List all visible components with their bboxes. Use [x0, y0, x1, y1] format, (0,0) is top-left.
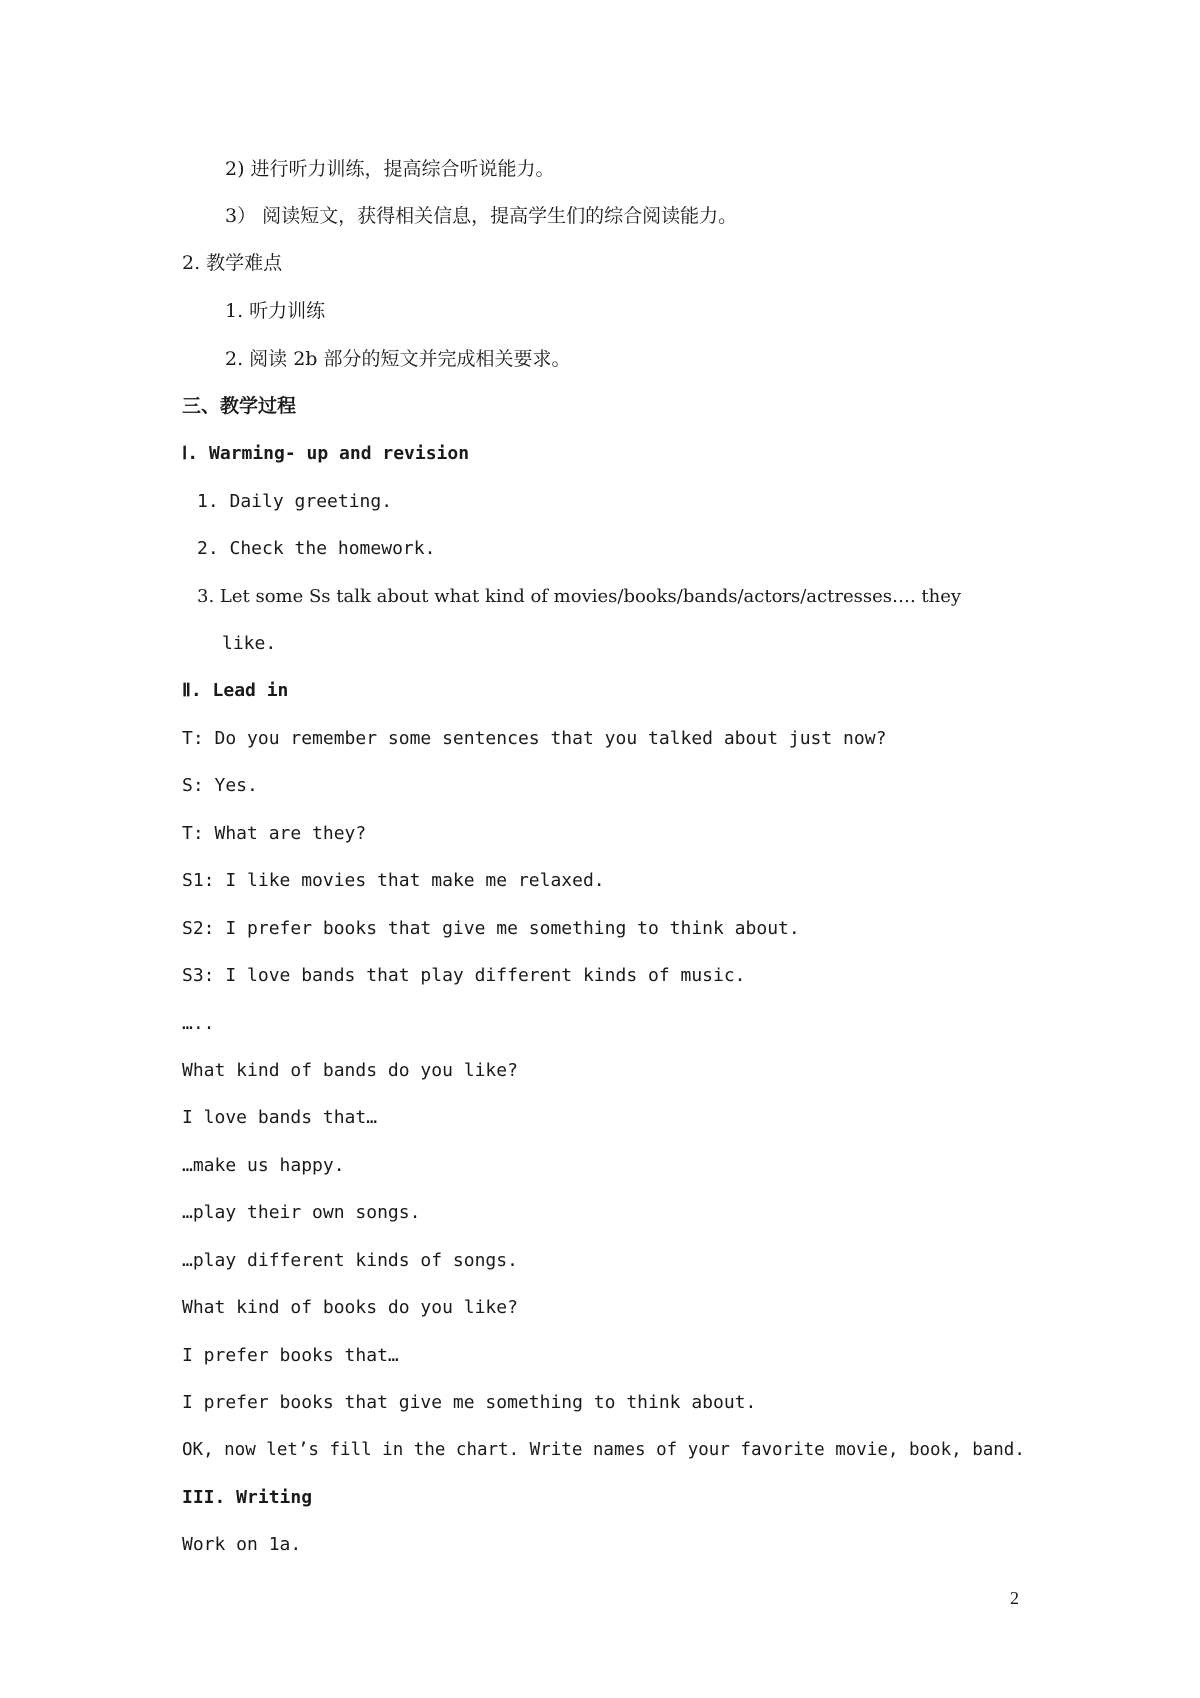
dialogue-line: I prefer books that give me something to think about. [182, 1392, 757, 1413]
dialogue-line: T: What are they? [182, 823, 367, 844]
dialogue-line: What kind of bands do you like? [182, 1060, 518, 1081]
dialogue-line: What kind of books do you like? [182, 1297, 518, 1318]
chart-instruction: OK, now let’s fill in the chart. Write names of your favorite movie, book, band. [182, 1440, 1025, 1460]
dialogue-line: …play different kinds of songs. [182, 1250, 518, 1271]
warmup-item-3-continued: like. [222, 633, 277, 654]
dialogue-line: S2: I prefer books that give me something to think about. [182, 918, 800, 939]
warmup-item-2: 2. Check the homework. [197, 538, 436, 559]
dialogue-line: T: Do you remember some sentences that you talked about just now? [182, 728, 887, 749]
dialogue-line: S: Yes. [182, 775, 258, 796]
dialogue-line: …play their own songs. [182, 1202, 421, 1223]
warmup-item-1: 1. Daily greeting. [197, 491, 393, 512]
dialogue-line: I prefer books that… [182, 1345, 399, 1366]
dialogue-line: S3: I love bands that play different kinds of music. [182, 965, 746, 986]
step-1-heading: Ⅰ. Warming- up and revision [182, 443, 470, 464]
dialogue-line: I love bands that… [182, 1107, 378, 1128]
objective-3: 3） 阅读短文，获得相关信息，提高学生们的综合阅读能力。 [225, 205, 738, 227]
writing-task: Work on 1a. [182, 1534, 302, 1555]
step-3-heading: III. Writing [182, 1487, 313, 1508]
difficulty-1: 1. 听力训练 [225, 300, 326, 322]
section-teaching-difficulties: 2. 教学难点 [182, 252, 283, 274]
ellipsis-line: ….. [182, 1013, 215, 1034]
objective-2: 2) 进行听力训练，提高综合听说能力。 [225, 158, 555, 180]
dialogue-line: S1: I like movies that make me relaxed. [182, 870, 605, 891]
step-2-heading: Ⅱ. Lead in [182, 680, 289, 701]
section-teaching-process-heading: 三、教学过程 [182, 395, 297, 417]
page-number: 2 [1010, 1588, 1019, 1608]
difficulty-2: 2. 阅读 2b 部分的短文并完成相关要求。 [225, 348, 571, 370]
dialogue-line: …make us happy. [182, 1155, 345, 1176]
warmup-item-3: 3. Let some Ss talk about what kind of movies/books/bands/actors/actresses…. they [197, 586, 962, 607]
